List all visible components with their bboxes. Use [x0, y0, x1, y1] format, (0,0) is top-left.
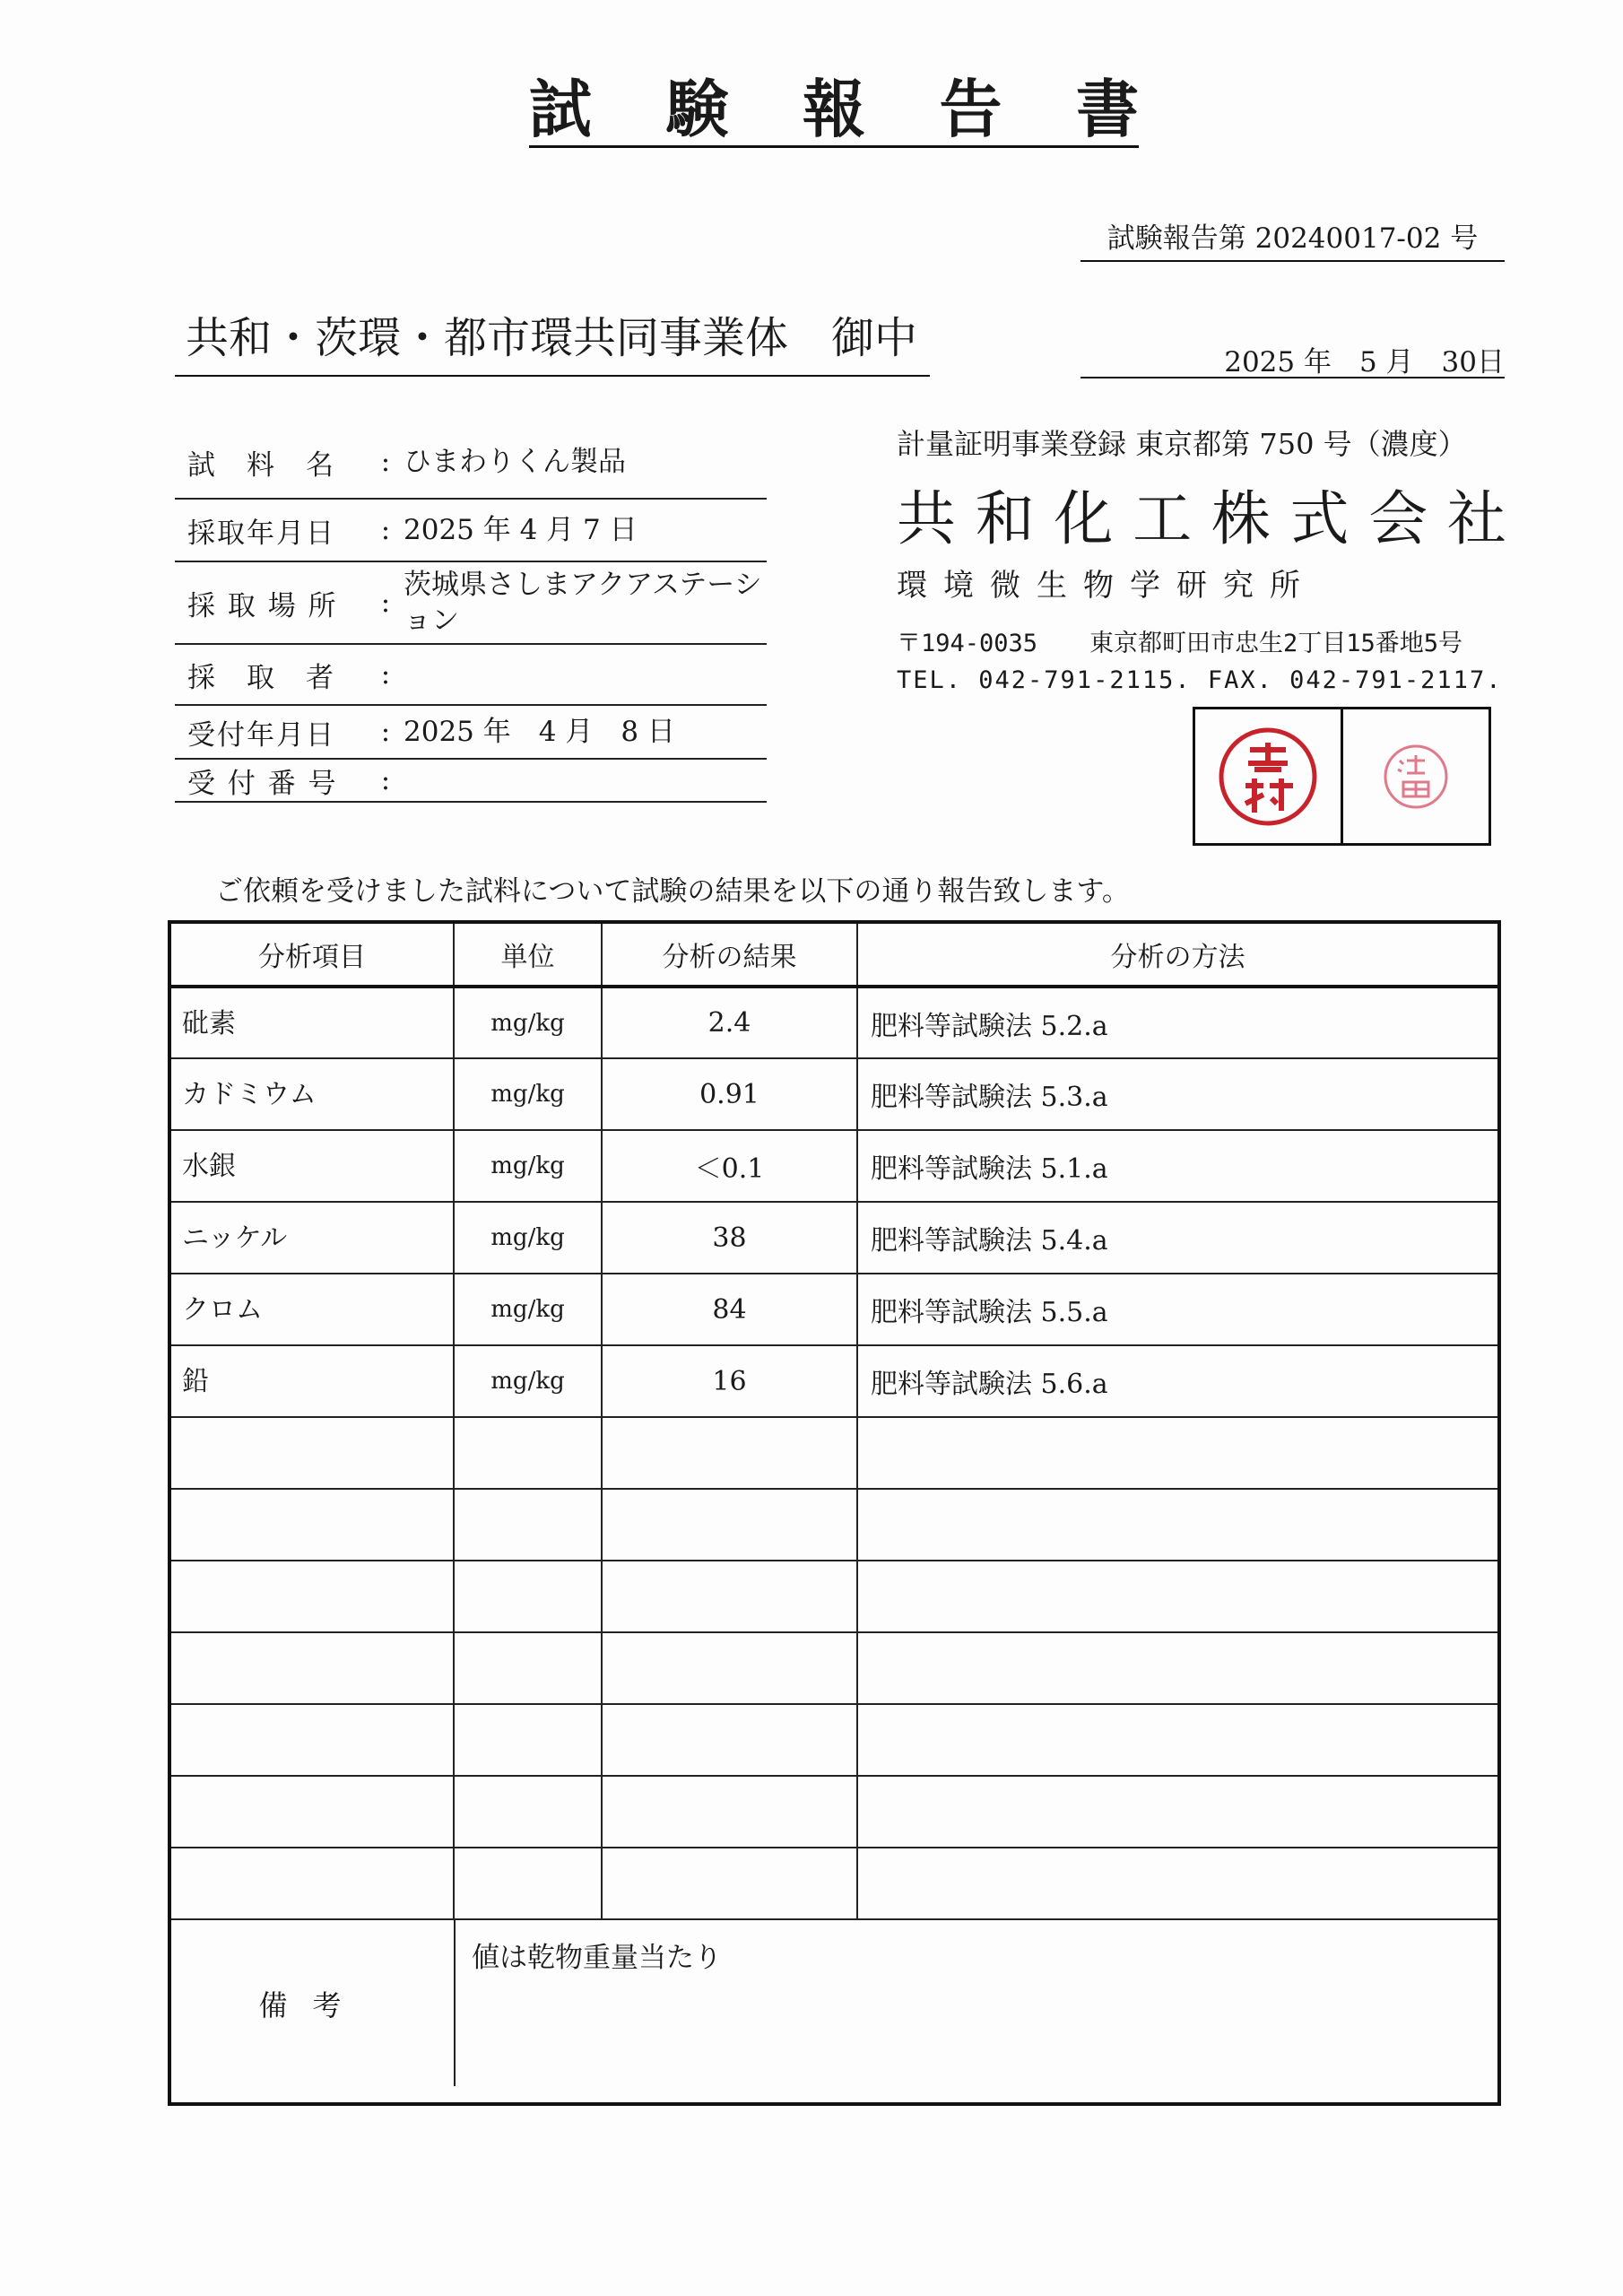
cell-result: 84: [602, 1274, 857, 1345]
title-char: 告: [939, 72, 1002, 146]
cell-method: 肥料等試験法 5.4.a: [857, 1202, 1497, 1274]
info-label: 試 料 名: [187, 448, 335, 482]
cell-unit: mg/kg: [454, 1058, 602, 1130]
info-row-receipt-date: [175, 706, 767, 760]
cell-result: [602, 1704, 857, 1776]
cell-method: 肥料等試験法 5.2.a: [857, 987, 1497, 1058]
header-cell: 分析の結果: [602, 924, 857, 987]
table-row: [171, 987, 1497, 1058]
info-colon: :: [380, 514, 391, 546]
seal-cell: [1195, 709, 1341, 843]
request-statement: ご依頼を受けました試料について試験の結果を以下の通り報告致します。: [215, 875, 1130, 908]
table-row: [171, 1848, 1497, 1919]
cell-result: 16: [602, 1345, 857, 1417]
info-row-sampling-place: [175, 562, 767, 645]
lab-char: 生: [1037, 568, 1067, 604]
registration-text: 計量証明事業登録 東京都第 750 号（濃度）: [897, 427, 1467, 461]
info-row-receipt-number: [175, 760, 767, 803]
title-char: 試: [529, 72, 592, 146]
info-colon: :: [380, 587, 391, 619]
info-value: 2025 年 4 月 8 日: [404, 716, 675, 748]
cell-item: 鉛: [171, 1345, 454, 1417]
document-title: [529, 63, 1139, 148]
cell-method: [857, 1704, 1497, 1776]
cell-unit: [454, 1848, 602, 1919]
header-cell: 単位: [454, 924, 602, 987]
cell-item: ニッケル: [171, 1202, 454, 1274]
info-label: 採 取 者: [187, 661, 335, 694]
cell-unit: [454, 1417, 602, 1489]
lab-char: 究: [1223, 568, 1254, 604]
cell-item: [171, 1632, 454, 1704]
cell-unit: [454, 1561, 602, 1632]
table-row: [171, 1130, 1497, 1202]
table-row: [171, 1632, 1497, 1704]
table-row: [171, 1704, 1497, 1776]
report-date: 2025 年 5 月 30日: [1081, 339, 1505, 378]
cell-item: 水銀: [171, 1130, 454, 1202]
company-char: 化: [1054, 484, 1114, 553]
lab-char: 微: [990, 568, 1020, 604]
lab-char: 環: [897, 568, 927, 604]
table-row: [171, 1274, 1497, 1345]
cell-method: [857, 1561, 1497, 1632]
lab-char: 研: [1176, 568, 1207, 604]
company-name: [897, 471, 1506, 556]
cell-result: 38: [602, 1202, 857, 1274]
title-char: 書: [1076, 72, 1139, 146]
cell-unit: [454, 1489, 602, 1561]
lab-char: 所: [1270, 568, 1300, 604]
cell-item: [171, 1776, 454, 1848]
remarks-text: 値は乾物重量当たり: [472, 1942, 722, 1974]
table-row: [171, 1345, 1497, 1417]
cell-method: [857, 1632, 1497, 1704]
info-value: 2025 年 4 月 7 日: [404, 514, 638, 546]
info-colon: :: [380, 716, 391, 748]
lab-char: 学: [1130, 568, 1160, 604]
cell-result: 0.91: [602, 1058, 857, 1130]
title-char: 報: [803, 72, 865, 146]
cell-unit: [454, 1704, 602, 1776]
cell-result: [602, 1848, 857, 1919]
table-row: [171, 1776, 1497, 1848]
info-label: 受 付 番 号: [187, 767, 338, 800]
postal-code: 〒194-0035: [897, 630, 1038, 657]
report-number: 試験報告第 20240017-02 号: [1081, 215, 1505, 262]
cell-result: 2.4: [602, 987, 857, 1058]
info-value: ひまわりくん製品: [404, 446, 626, 478]
cell-method: [857, 1417, 1497, 1489]
cell-method: [857, 1848, 1497, 1919]
company-char: 和: [975, 484, 1035, 553]
cell-method: 肥料等試験法 5.3.a: [857, 1058, 1497, 1130]
table-row: [171, 1489, 1497, 1561]
personal-seal-2: [1380, 741, 1452, 813]
company-char: 工: [1133, 484, 1193, 553]
cell-unit: mg/kg: [454, 1345, 602, 1417]
info-label: 採 取 場 所: [187, 589, 338, 622]
cell-item: [171, 1848, 454, 1919]
cell-unit: mg/kg: [454, 1202, 602, 1274]
cell-method: 肥料等試験法 5.1.a: [857, 1130, 1497, 1202]
company-char: 社: [1446, 484, 1506, 553]
street-address: 東京都町田市忠生2丁目15番地5号: [1089, 630, 1463, 657]
cell-result: [602, 1489, 857, 1561]
cell-result: [602, 1561, 857, 1632]
results-grid: [171, 924, 1497, 1920]
cell-unit: [454, 1632, 602, 1704]
cell-item: [171, 1704, 454, 1776]
cell-item: カドミウム: [171, 1058, 454, 1130]
lab-char: 物: [1083, 568, 1114, 604]
personal-seal-1: [1214, 723, 1322, 831]
header-cell: 分析の方法: [857, 924, 1497, 987]
cell-method: 肥料等試験法 5.6.a: [857, 1345, 1497, 1417]
table-row: [171, 1058, 1497, 1130]
info-label: 採取年月日: [187, 517, 335, 550]
header-cell: 分析項目: [171, 924, 454, 987]
cell-method: 肥料等試験法 5.5.a: [857, 1274, 1497, 1345]
remarks-row: [171, 1918, 1497, 2086]
lab-name: [897, 561, 1300, 604]
cell-result: [602, 1632, 857, 1704]
company-char: 会: [1368, 484, 1428, 553]
info-value: 茨城県さしまアクアステーション: [404, 569, 762, 637]
address-line: [897, 623, 1462, 658]
table-header-row: [171, 924, 1497, 987]
company-char: 共: [897, 484, 956, 553]
cell-result: [602, 1776, 857, 1848]
cell-unit: mg/kg: [454, 1274, 602, 1345]
info-label: 受付年月日: [187, 718, 335, 752]
seal-box: [1193, 707, 1491, 846]
cell-item: [171, 1417, 454, 1489]
table-row: [171, 1561, 1497, 1632]
cell-item: [171, 1561, 454, 1632]
table-row: [171, 1417, 1497, 1489]
cell-item: 砒素: [171, 987, 454, 1058]
cell-unit: mg/kg: [454, 1130, 602, 1202]
cell-method: [857, 1776, 1497, 1848]
table-row: [171, 1202, 1497, 1274]
cell-item: クロム: [171, 1274, 454, 1345]
info-row-sampling-date: [175, 500, 767, 562]
company-char: 株: [1211, 484, 1271, 553]
remarks-label: 備考: [171, 1920, 456, 2086]
info-colon: :: [380, 658, 391, 691]
cell-item: [171, 1489, 454, 1561]
cell-result: [602, 1417, 857, 1489]
cell-unit: [454, 1776, 602, 1848]
tel-fax: TEL. 042-791-2115. FAX. 042-791-2117.: [897, 666, 1503, 694]
title-char: 験: [665, 72, 729, 146]
cell-result: ＜0.1: [602, 1130, 857, 1202]
company-char: 式: [1289, 484, 1350, 553]
cell-method: [857, 1489, 1497, 1561]
addressee: 共和・茨環・都市環共同事業体 御中: [175, 303, 930, 377]
seal-cell: [1341, 709, 1488, 843]
cell-unit: mg/kg: [454, 987, 602, 1058]
info-colon: :: [380, 764, 391, 796]
info-colon: :: [380, 446, 391, 478]
lab-char: 境: [943, 568, 974, 604]
info-row-sample-name: [175, 426, 767, 500]
info-row-sampler: [175, 645, 767, 706]
results-table: [168, 920, 1501, 2106]
